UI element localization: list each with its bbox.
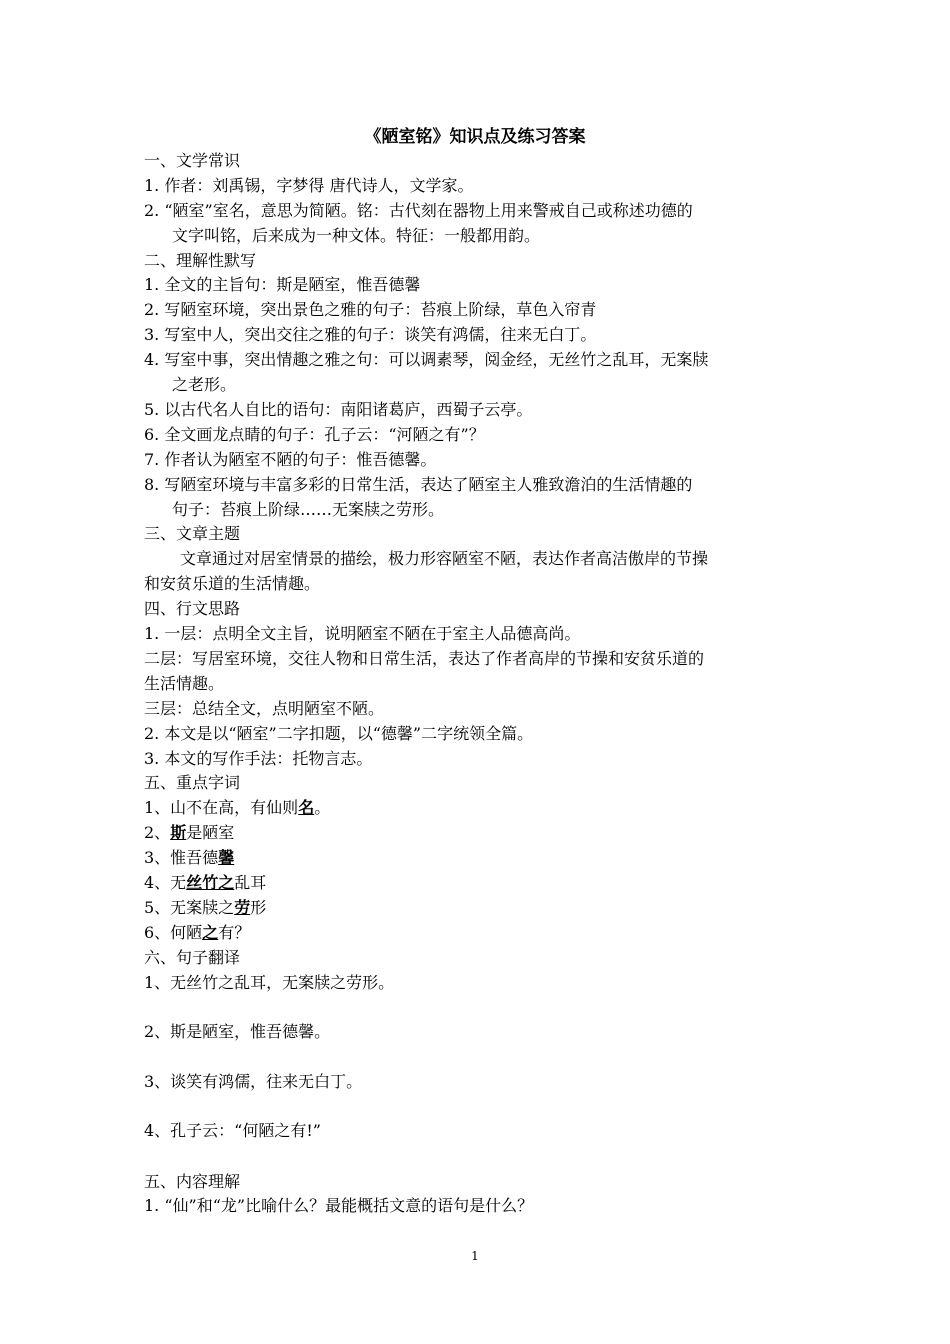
paragraph: 1. 全文的主旨句：斯是陋室，惟吾德馨: [144, 275, 421, 294]
vocab-text: 1、山不在高，有仙则: [144, 798, 299, 817]
paragraph: 和安贫乐道的生活情趣。: [144, 574, 321, 593]
section-heading: 二、理解性默写: [144, 251, 257, 270]
vocab-item: [144, 873, 266, 893]
vocab-text: 4、无: [144, 873, 187, 892]
section-heading: 四、行文思路: [144, 599, 241, 618]
paragraph: 三层：总结全文，点明陋室不陋。: [144, 699, 385, 718]
paragraph: 2. 本文是以“陋室”二字扣题，以“德馨”二字统领全篇。: [144, 724, 534, 743]
vocab-text: 是陋室: [186, 823, 235, 842]
paragraph: 文字叫铭，后来成为一种文体。特征：一般都用韵。: [172, 226, 541, 245]
vocab-item: [144, 823, 234, 843]
paragraph: 4. 写室中事，突出情趣之雅之句：可以调素琴，阅金经，无丝竹之乱耳，无案牍: [144, 350, 709, 369]
paragraph: 生活情趣。: [144, 674, 225, 693]
vocab-item: [144, 798, 330, 818]
paragraph: 4、孔子云：“何陋之有!”: [144, 1121, 321, 1140]
page-title: 《陋室铭》知识点及练习答案: [364, 127, 586, 147]
vocab-keyword: 之: [202, 923, 219, 942]
vocab-keyword: 斯: [170, 823, 187, 842]
paragraph: 1. 一层：点明全文主旨，说明陋室不陋在于室主人品德高尚。: [144, 624, 581, 643]
paragraph: 句子：苔痕上阶绿……无案牍之劳形。: [172, 500, 445, 519]
vocab-keyword: 馨: [218, 848, 235, 867]
paragraph: 3、谈笑有鸿儒，往来无白丁。: [144, 1072, 363, 1091]
paragraph: 1、无丝竹之乱耳，无案牍之劳形。: [144, 973, 395, 992]
section-heading: 五、内容理解: [144, 1172, 241, 1191]
paragraph: 5. 以古代名人自比的语句：南阳诸葛庐，西蜀子云亭。: [144, 400, 533, 419]
paragraph: 文章通过对居室情景的描绘，极力形容陋室不陋，表达作者高洁傲岸的节操: [180, 549, 709, 568]
paragraph: 8. 写陋室环境与丰富多彩的日常生活，表达了陋室主人雅致澹泊的生活情趣的: [144, 475, 693, 494]
paragraph: 6. 全文画龙点睛的句子：孔子云：“河陋之有”？: [144, 425, 485, 444]
paragraph: 7. 作者认为陋室不陋的句子：惟吾德馨。: [144, 450, 437, 469]
section-heading: 三、文章主题: [144, 524, 241, 543]
paragraph: 二层：写居室环境，交往人物和日常生活，表达了作者高岸的节操和安贫乐道的: [144, 649, 705, 668]
vocab-item: [144, 898, 266, 918]
vocab-text: 2、: [144, 823, 171, 842]
vocab-keyword: 丝竹之: [186, 873, 235, 892]
vocab-text: 3、惟吾德: [144, 848, 219, 867]
vocab-item: [144, 923, 250, 943]
paragraph: 2. “陋室”室名，意思为简陋。铭：古代刻在器物上用来警戒自己或称述功德的: [144, 201, 693, 220]
vocab-text: 6、何陋: [144, 923, 203, 942]
vocab-text: 有？: [218, 923, 251, 942]
paragraph: 3. 写室中人，突出交往之雅的句子：谈笑有鸿儒，往来无白丁。: [144, 325, 597, 344]
paragraph: 之老形。: [172, 375, 237, 394]
section-heading: 六、句子翻译: [144, 948, 241, 967]
vocab-text: 5、无案牍之: [144, 898, 235, 917]
paragraph: 2. 写陋室环境，突出景色之雅的句子：苔痕上阶绿，草色入帘青: [144, 300, 597, 319]
vocab-keyword: 劳: [234, 898, 251, 917]
vocab-text: 形: [250, 898, 267, 917]
paragraph: 1. “仙”和“龙”比喻什么？最能概括文意的语句是什么？: [144, 1196, 534, 1215]
vocab-text: 。: [314, 798, 331, 817]
paragraph: 3. 本文的写作手法：托物言志。: [144, 749, 373, 768]
paragraph: 1. 作者：刘禹锡，字梦得 唐代诗人，文学家。: [144, 176, 474, 195]
section-heading: 五、重点字词: [144, 773, 241, 792]
paragraph: 2、斯是陋室，惟吾德馨。: [144, 1022, 331, 1041]
section-heading: 一、文学常识: [144, 151, 241, 170]
vocab-keyword: 名: [298, 798, 315, 817]
page-number: 1: [471, 1249, 479, 1263]
vocab-item: [144, 848, 234, 868]
vocab-text: 乱耳: [234, 873, 267, 892]
